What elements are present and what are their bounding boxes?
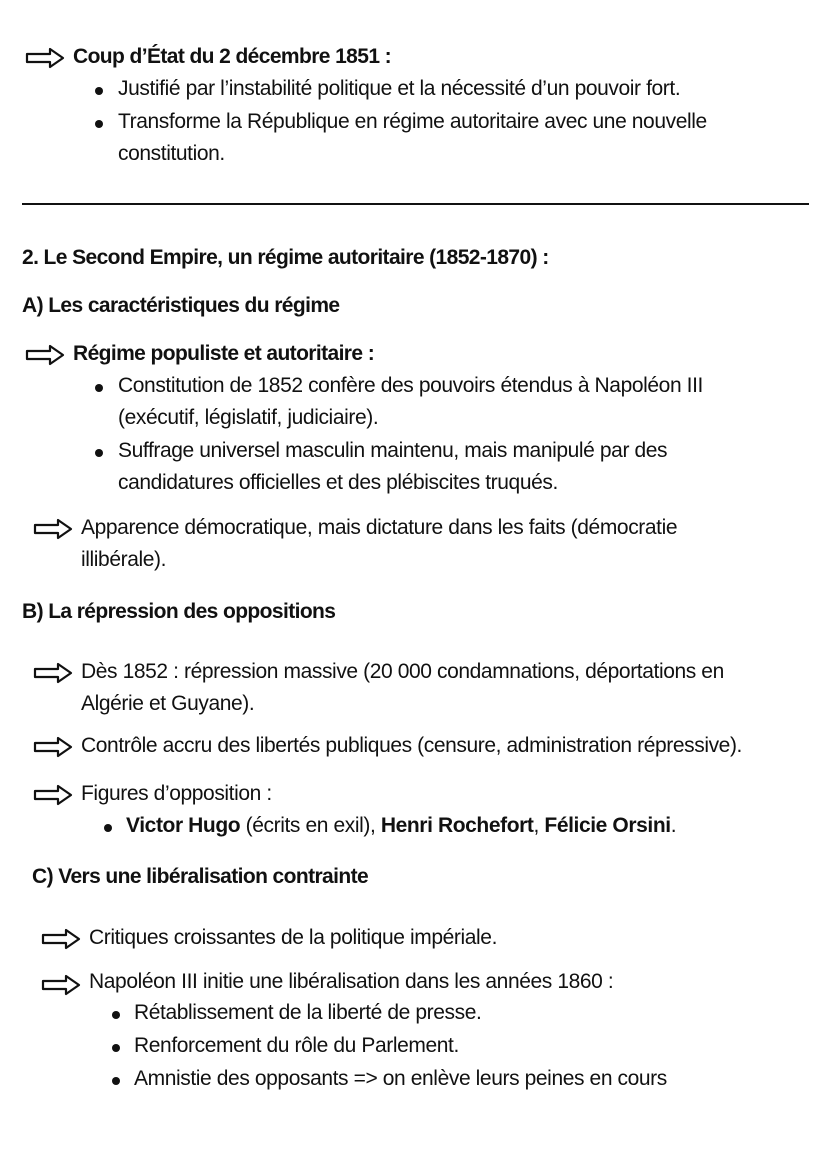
coup-bullet-1: Justifié par l’instabilité politique et la nécessité d’un pouvoir fort. — [118, 77, 681, 100]
regime-note-cont: illibérale). — [81, 548, 167, 571]
coup-heading: Coup d’État du 2 décembre 1851 : — [73, 45, 392, 68]
arrow-right-icon — [32, 662, 74, 684]
arrow-right-icon — [24, 47, 66, 69]
part-b-title: B) La répression des oppositions — [22, 600, 336, 623]
repression-item-1: Dès 1852 : répression massive (20 000 condamnations, déportations en — [81, 660, 724, 683]
regime-bullet-2-cont: candidatures officielles et des plébiscites truqués. — [118, 471, 558, 494]
repression-item-3: Figures d’opposition : — [81, 782, 272, 805]
figure-hugo: Victor Hugo — [126, 814, 241, 837]
bullet-dot — [95, 449, 103, 457]
coup-bullet-2-cont: constitution. — [118, 142, 225, 165]
arrow-right-icon — [40, 974, 82, 996]
repression-item-1-cont: Algérie et Guyane). — [81, 692, 255, 715]
figure-hugo-note: (écrits en exil), — [240, 814, 381, 837]
repression-item-2: Contrôle accru des libertés publiques (censure, administration répressive). — [81, 734, 742, 757]
arrow-right-icon — [32, 736, 74, 758]
arrow-right-icon — [32, 518, 74, 540]
coup-bullet-2: Transforme la République en régime autoritaire avec une nouvelle — [118, 110, 707, 133]
figure-rochefort: Henri Rochefort — [380, 814, 534, 837]
regime-heading: Régime populiste et autoritaire : — [73, 342, 375, 365]
regime-bullet-2: Suffrage universel masculin maintenu, mais manipulé par des — [118, 439, 668, 462]
opposition-figures — [126, 811, 676, 841]
regime-bullet-1-cont: (exécutif, législatif, judiciaire). — [118, 406, 379, 429]
arrow-right-icon — [32, 784, 74, 806]
part-a-title: A) Les caractéristiques du régime — [22, 294, 340, 317]
regime-note: Apparence démocratique, mais dictature dans les faits (démocratie — [81, 516, 678, 539]
bullet-dot — [95, 120, 103, 128]
bullet-dot — [95, 384, 103, 392]
liberal-item-2: Napoléon III initie une libéralisation dans les années 1860 : — [89, 970, 614, 993]
figure-separator: , — [533, 814, 545, 837]
bullet-dot — [95, 87, 103, 95]
liberal-bullet-3: Amnistie des opposants => on enlève leurs peines en cours — [134, 1067, 667, 1090]
regime-bullet-1: Constitution de 1852 confère des pouvoirs étendus à Napoléon III — [118, 374, 703, 397]
liberal-bullet-1: Rétablissement de la liberté de presse. — [134, 1001, 482, 1024]
bullet-dot — [112, 1077, 120, 1085]
section-2-title: 2. Le Second Empire, un régime autoritaire (1852-1870) : — [22, 246, 549, 269]
bullet-dot — [112, 1044, 120, 1052]
liberal-item-1: Critiques croissantes de la politique impériale. — [89, 926, 498, 949]
section-divider — [22, 203, 809, 205]
arrow-right-icon — [40, 928, 82, 950]
figure-orsini: Félicie Orsini — [544, 814, 671, 837]
figure-end: . — [670, 814, 677, 837]
part-c-title: C) Vers une libéralisation contrainte — [32, 865, 369, 888]
bullet-dot — [104, 824, 112, 832]
arrow-right-icon — [24, 344, 66, 366]
liberal-bullet-2: Renforcement du rôle du Parlement. — [134, 1034, 459, 1057]
bullet-dot — [112, 1011, 120, 1019]
